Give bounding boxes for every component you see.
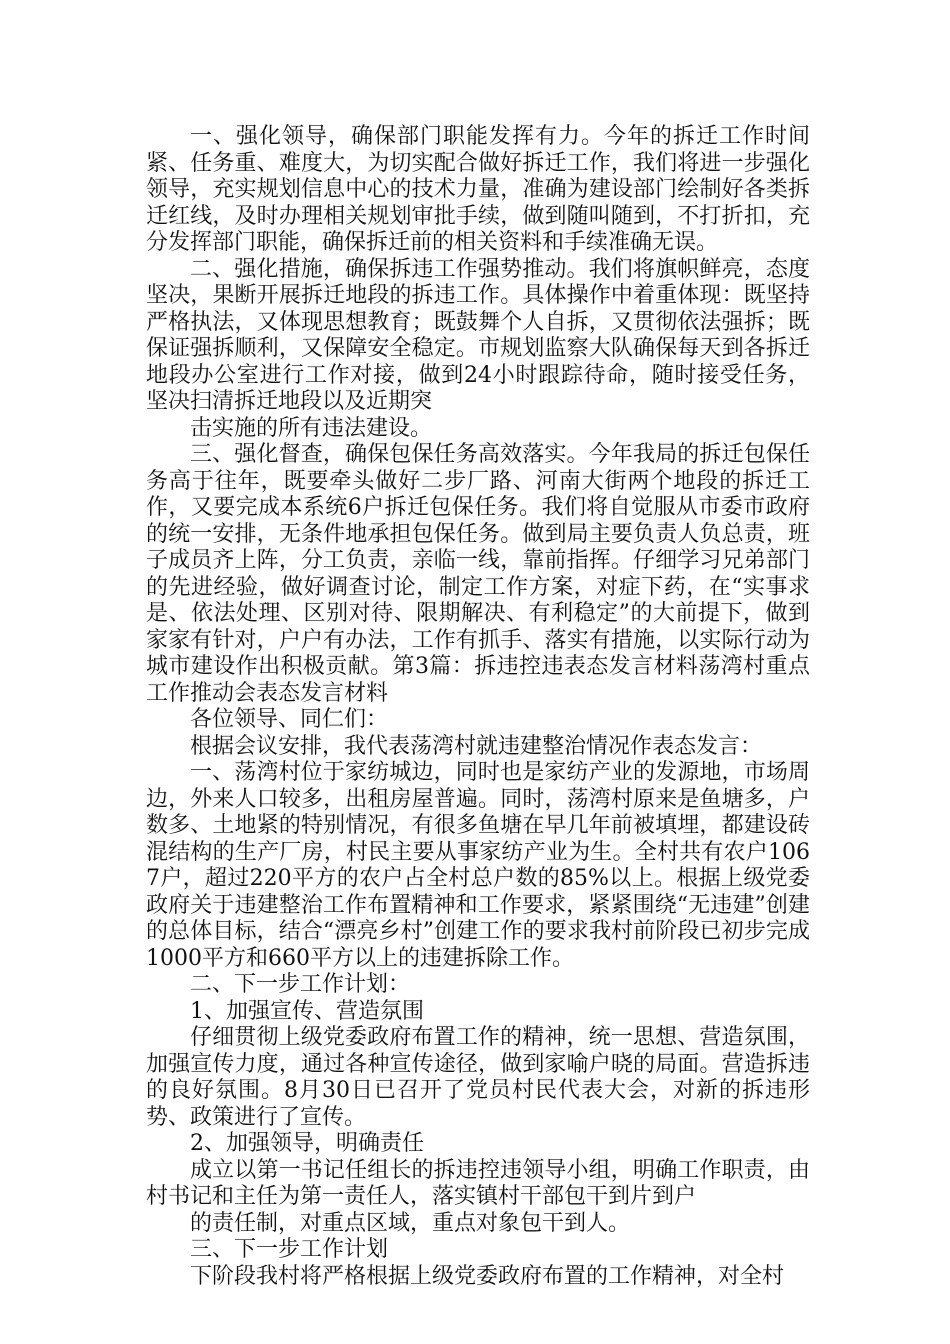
paragraph-3: 击实施的所有违法建设。 — [190, 415, 433, 441]
paragraph-6: 根据会议安排，我代表荡湾村就违建整治情况作表态发言： — [190, 733, 763, 759]
paragraph-4: 三、强化督查，确保包保任务高效落实。今年我局的拆迁包保任务高于往年，既要牵头做好二步厂路、河南大街两个地段的拆迁工作，又要完成本系统6户拆迁包保任务。我们将自觉服从市委市政府的统一安排，无条件地承担包保任务。做到局主要负责人负总责，班子成员齐上阵，分工负责，亲临一线，靠前指挥。仔细学习兄弟部门的先进经验，做好调查讨论，制定工作方案，对症下药，在“实事求是、依法处理、区别对待、限期解决、有利稳定”的大前提下，做到家家有针对，户户有办法，工作有抓手、落实有措施，以实际行动为城市建设作出积极贡献。第3篇：拆违控违表态发言材料荡湾村重点工作推动会表态发言材料 — [146, 442, 810, 706]
paragraph-10: 仔细贯彻上级党委政府布置工作的精神，统一思想、营造氛围，加强宣传力度，通过各种宣传途径，做到家喻户晓的局面。营造拆违的良好氛围。8月30日已召开了党员村民代表大会，对新的拆违形势、政策进行了宣传。 — [146, 1025, 810, 1130]
paragraph-5: 各位领导、同仁们： — [190, 707, 389, 732]
paragraph-1: 一、强化领导，确保部门职能发挥有力。今年的拆迁工作时间紧、任务重、难度大，为切实配合做好拆迁工作，我们将进一步强化领导，充实规划信息中心的技术力量，准确为建设部门绘制好各类拆迁红线，及时办理相关规划审批手续，做到随叫随到，不打折扣，充分发挥部门职能，确保拆迁前的相关资料和手续准确无误。 — [146, 124, 810, 255]
paragraph-11: 2、加强领导，明确责任 — [190, 1131, 424, 1156]
paragraph-7: 一、荡湾村位于家纺城边，同时也是家纺产业的发源地，市场周边，外来人口较多，出租房屋普遍。同时，荡湾村原来是鱼塘多，户数多、土地紧的特别情况，有很多鱼塘在早几年前被填埋，都建设砖混结构的生产厂房，村民主要从事家纺产业为生。全村共有农户1067户，超过220平方的农户占全村总户数的85%以上。根据上级党委政府关于违建整治工作布置精神和工作要求，紧紧围绕“无违建”创建的总体目标，结合“漂亮乡村”创建工作的要求我村前阶段已初步完成1000平方和660平方以上的违建拆除工作。 — [146, 760, 810, 971]
paragraph-15: 下阶段我村将严格根据上级党委政府布置的工作精神，对全村 — [190, 1263, 785, 1289]
paragraph-8: 二、下一步工作计划： — [190, 972, 411, 997]
paragraph-13: 的责任制，对重点区域，重点对象包干到人。 — [190, 1210, 631, 1236]
paragraph-14: 三、下一步工作计划 — [190, 1237, 389, 1262]
paragraph-9: 1、加强宣传、营造氛围 — [190, 998, 424, 1024]
paragraph-12: 成立以第一书记任组长的拆违控违领导小组，明确工作职责，由村书记和主任为第一责任人，落实镇村干部包干到片到户 — [146, 1157, 810, 1209]
paragraph-2: 二、强化措施，确保拆违工作强势推动。我们将旗帜鲜亮，态度坚决，果断开展拆迁地段的拆违工作。具体操作中着重体现：既坚持严格执法，又体现思想教育；既鼓舞个人自拆，又贯彻依法强拆；既保证强拆顺利，又保障安全稳定。市规划监察大队确保每天到各拆迁地段办公室进行工作对接，做到24小时跟踪待命，随时接受任务，坚决扫清拆迁地段以及近期突 — [146, 256, 810, 414]
document-body — [146, 124, 810, 1290]
